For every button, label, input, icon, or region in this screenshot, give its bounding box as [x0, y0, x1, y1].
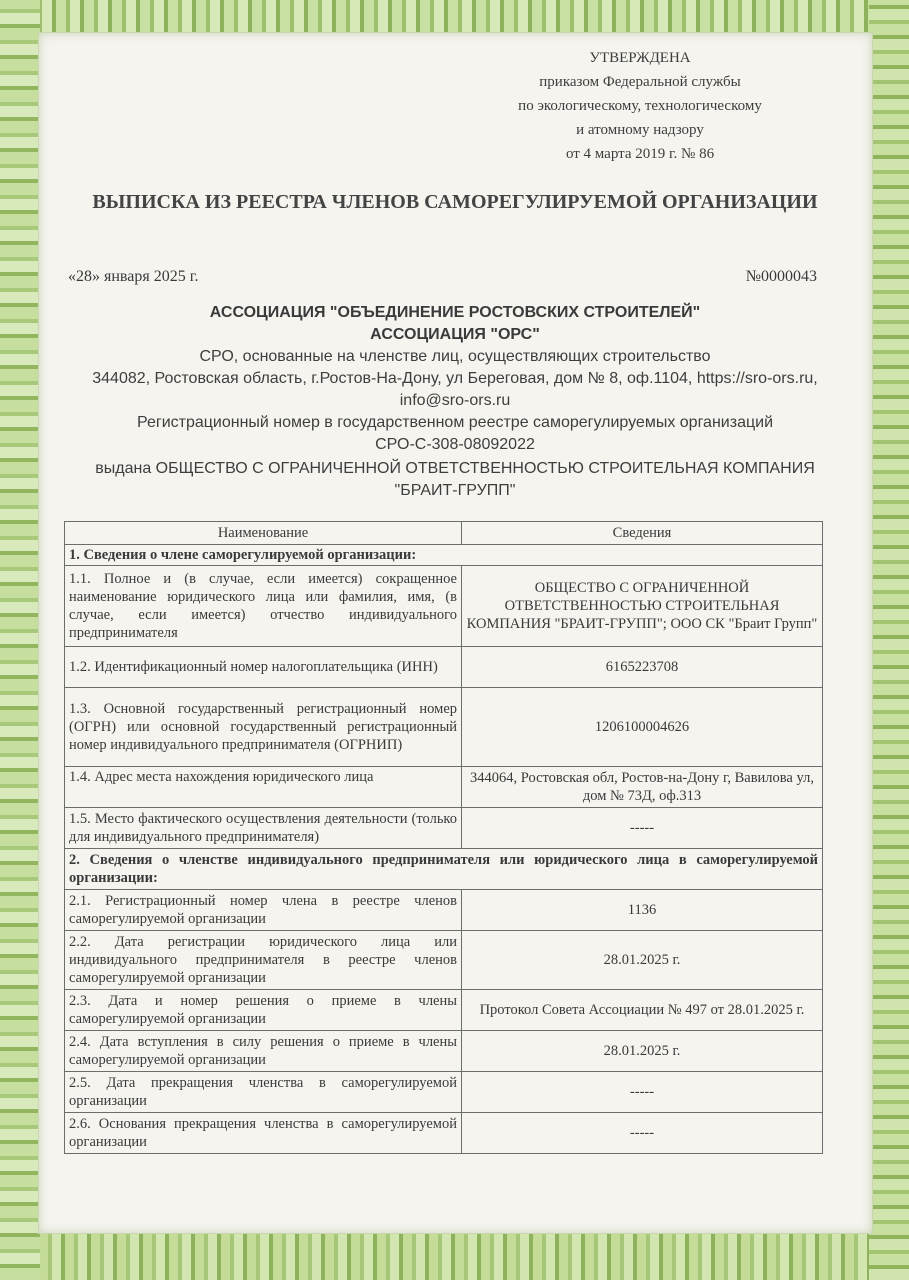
issued-to: выдана ОБЩЕСТВО С ОГРАНИЧЕННОЙ ОТВЕТСТВЕННОСТЬЮ СТРОИТЕЛЬНАЯ КОМПАНИЯ "БРАИТ-ГРУПП" — [95, 460, 815, 499]
row-label: 2.1. Регистрационный номер члена в реестре членов саморегулируемой организации — [65, 890, 462, 931]
approval-line: приказом Федеральной службы — [539, 74, 741, 90]
table-row — [65, 890, 823, 931]
approval-line: УТВЕРЖДЕНА — [589, 50, 691, 66]
row-label: 1.1. Полное и (в случае, если имеется) сокращенное наименование юридического лица или фамилия, имя, (в случае, если имеется) отчество индивидуального предпринимателя — [65, 566, 462, 647]
row-value: ----- — [462, 1113, 823, 1154]
table-row — [65, 931, 823, 990]
row-value: ОБЩЕСТВО С ОГРАНИЧЕННОЙ ОТВЕТСТВЕННОСТЬЮ СТРОИТЕЛЬНАЯ КОМПАНИЯ "БРАИТ-ГРУПП"; ООО СК "Браит Групп" — [462, 566, 823, 647]
row-value: 1136 — [462, 890, 823, 931]
organization-block — [66, 302, 844, 502]
approval-line: и атомному надзору — [576, 122, 704, 138]
row-value: 344064, Ростовская обл, Ростов-на-Дону г, Вавилова ул, дом № 73Д, оф.313 — [462, 767, 823, 808]
org-reg-label: Регистрационный номер в государственном реестре саморегулируемых организаций — [136, 414, 773, 431]
row-value: 28.01.2025 г. — [462, 1031, 823, 1072]
extract-number: №0000043 — [745, 268, 817, 285]
row-label: 1.2. Идентификационный номер налогоплательщика (ИНН) — [65, 647, 462, 688]
table-row — [65, 1113, 823, 1154]
decorative-border-left — [0, 0, 40, 1280]
table-row — [65, 990, 823, 1031]
document-title: ВЫПИСКА ИЗ РЕЕСТРА ЧЛЕНОВ САМОРЕГУЛИРУЕМОЙ ОРГАНИЗАЦИИ — [92, 191, 818, 213]
decorative-border-right — [869, 0, 909, 1280]
row-label: 2.4. Дата вступления в силу решения о приеме в члены саморегулируемой организации — [65, 1031, 462, 1072]
row-label: 2.6. Основания прекращения членства в саморегулируемой организации — [65, 1113, 462, 1154]
row-label: 2.2. Дата регистрации юридического лица или индивидуального предпринимателя в реестре членов саморегулируемой организации — [65, 931, 462, 990]
row-value: ----- — [462, 808, 823, 849]
table-row — [65, 688, 823, 767]
org-name-full: АССОЦИАЦИЯ "ОБЪЕДИНЕНИЕ РОСТОВСКИХ СТРОИТЕЛЕЙ" — [209, 304, 701, 321]
table-header-row — [65, 522, 823, 545]
table-row — [65, 808, 823, 849]
row-value: 1206100004626 — [462, 688, 823, 767]
row-label: 1.4. Адрес места нахождения юридического лица — [65, 767, 462, 808]
issue-date: «28» января 2025 г. — [68, 268, 199, 285]
decorative-border-top — [0, 0, 909, 34]
section-row — [65, 849, 823, 890]
decorative-border-bottom — [0, 1230, 909, 1280]
org-reg-number: СРО-С-308-08092022 — [375, 436, 535, 453]
approval-block — [490, 46, 790, 166]
table-row — [65, 1031, 823, 1072]
org-address: 344082, Ростовская область, г.Ростов-На-Дону, ул Береговая, дом № 8, оф.1104, https://sro-ors.ru, info@sro-ors.ru — [92, 370, 818, 409]
section-1-title: 1. Сведения о члене саморегулируемой организации: — [65, 545, 823, 566]
table-row — [65, 566, 823, 647]
section-row — [65, 545, 823, 566]
row-value: 6165223708 — [462, 647, 823, 688]
header-name: Наименование — [65, 522, 462, 545]
row-value: 28.01.2025 г. — [462, 931, 823, 990]
org-type: СРО, основанные на членстве лиц, осуществляющих строительство — [199, 348, 711, 365]
registry-table — [64, 521, 823, 1154]
table-row — [65, 767, 823, 808]
section-2-title: 2. Сведения о членстве индивидуального предпринимателя или юридического лица в саморегулируемой организации: — [65, 849, 823, 890]
table-row — [65, 1072, 823, 1113]
org-name-short: АССОЦИАЦИЯ "ОРС" — [370, 326, 540, 343]
row-label: 1.5. Место фактического осуществления деятельности (только для индивидуального предпринимателя) — [65, 808, 462, 849]
approval-line: по экологическому, технологическому — [518, 98, 762, 114]
approval-line: от 4 марта 2019 г. № 86 — [565, 146, 715, 162]
header-info: Сведения — [462, 522, 823, 545]
row-label: 1.3. Основной государственный регистрационный номер (ОГРН) или основной государственный регистрационный номер индивидуального предпринимателя (ОГРНИП) — [65, 688, 462, 767]
row-value: ----- — [462, 1072, 823, 1113]
table-row — [65, 647, 823, 688]
row-label: 2.3. Дата и номер решения о приеме в члены саморегулируемой организации — [65, 990, 462, 1031]
row-label: 2.5. Дата прекращения членства в саморегулируемой организации — [65, 1072, 462, 1113]
row-value: Протокол Совета Ассоциации № 497 от 28.01.2025 г. — [462, 990, 823, 1031]
